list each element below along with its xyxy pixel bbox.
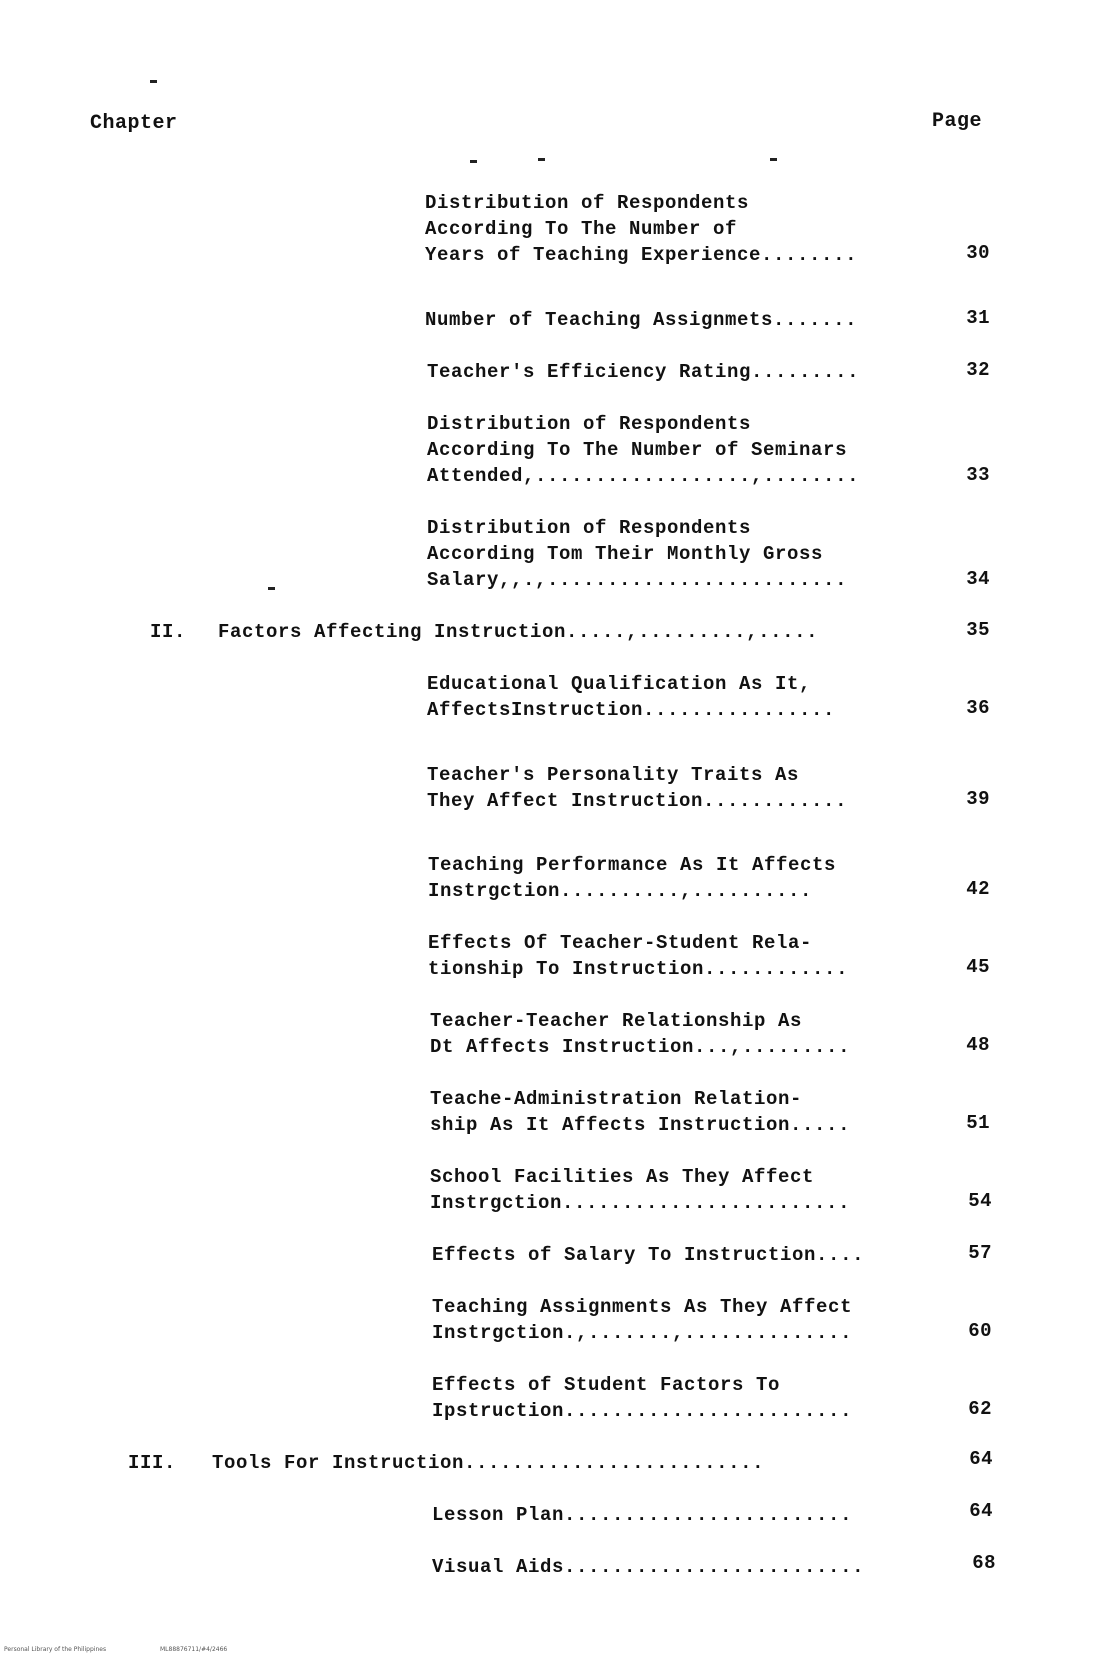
toc-entry-line: tionship To Instruction............ — [428, 958, 849, 980]
toc-page-number: 64 — [969, 1500, 993, 1522]
toc-page-number: 62 — [968, 1398, 992, 1420]
toc-page-number: 48 — [966, 1034, 990, 1056]
toc-entry — [430, 1008, 850, 1060]
toc-page-number: 54 — [968, 1190, 992, 1212]
toc-entry-line: Attended,..................,........ — [427, 465, 860, 487]
toc-entry — [432, 1294, 852, 1346]
chapter-number: III. — [128, 1452, 177, 1474]
toc-entry — [427, 671, 835, 723]
toc-page-number: 39 — [966, 788, 990, 810]
toc-entry-line: Distribution of Respondents — [425, 192, 750, 214]
toc-page-number: 36 — [966, 697, 990, 719]
toc-entry-line: According To The Number of — [425, 218, 738, 240]
chapter-column-heading: Chapter — [90, 112, 178, 135]
toc-entry-line: Tools For Instruction......................... — [212, 1452, 765, 1474]
scan-speck — [538, 158, 545, 161]
toc-page-number: 60 — [968, 1320, 992, 1342]
toc-entry-line: Instrgction..........,.......... — [428, 880, 813, 902]
footer-right: ML88876711/#4/2466 — [160, 1646, 228, 1653]
toc-entry-line: Teacher's Efficiency Rating......... — [427, 361, 860, 383]
toc-page-number: 34 — [966, 568, 990, 590]
toc-entry-line: Distribution of Respondents — [427, 413, 752, 435]
toc-entry — [432, 1502, 852, 1528]
toc-entry — [425, 307, 857, 333]
toc-entry-line: Teaching Assignments As They Affect — [432, 1296, 853, 1318]
toc-entry — [427, 515, 847, 593]
toc-page-number: 42 — [966, 878, 990, 900]
toc-page-number: 68 — [972, 1552, 996, 1574]
toc-entry-line: Teache-Administration Relation- — [430, 1088, 803, 1110]
toc-entry-line: Number of Teaching Assignmets....... — [425, 309, 858, 331]
toc-entry — [432, 1242, 864, 1268]
toc-page-number: 45 — [966, 956, 990, 978]
scan-speck — [150, 80, 157, 83]
toc-entry-line: School Facilities As They Affect — [430, 1166, 815, 1188]
toc-entry-line: AffectsInstruction................ — [427, 699, 836, 721]
toc-page-number: 51 — [966, 1112, 990, 1134]
toc-entry-line: Instrgction........................ — [430, 1192, 851, 1214]
toc-entry-line: ship As It Affects Instruction..... — [430, 1114, 851, 1136]
footer-left: Personal Library of the Philippines — [4, 1646, 107, 1653]
toc-page-number: 31 — [966, 307, 990, 329]
toc-entry-line: Teaching Performance As It Affects — [428, 854, 837, 876]
toc-page-number: 57 — [968, 1242, 992, 1264]
toc-chapter-entry — [218, 619, 818, 645]
toc-entry-line: Distribution of Respondents — [427, 517, 752, 539]
toc-entry-line: Lesson Plan........................ — [432, 1504, 853, 1526]
toc-entry — [427, 359, 859, 385]
toc-entry-line: Dt Affects Instruction...,......... — [430, 1036, 851, 1058]
toc-page-number: 30 — [966, 242, 990, 264]
toc-entry-line: Factors Affecting Instruction.....,.........,..... — [218, 621, 819, 643]
toc-entry-line: Educational Qualification As It, — [427, 673, 812, 695]
toc-page-number: 32 — [966, 359, 990, 381]
toc-entry-line: Effects of Student Factors To — [432, 1374, 781, 1396]
toc-entry — [432, 1554, 864, 1580]
toc-entry-line: Teacher-Teacher Relationship As — [430, 1010, 803, 1032]
toc-entry — [428, 930, 848, 982]
toc-entry-line: Effects of Salary To Instruction.... — [432, 1244, 865, 1266]
toc-entry-line: Instrgction.,.......,.............. — [432, 1322, 853, 1344]
scan-speck — [470, 160, 477, 163]
toc-entry — [430, 1086, 850, 1138]
scan-speck — [770, 158, 777, 161]
toc-entry — [428, 852, 836, 904]
toc-entry-line: According To The Number of Seminars — [427, 439, 848, 461]
toc-entry-line: Visual Aids......................... — [432, 1556, 865, 1578]
toc-entry — [427, 411, 859, 489]
toc-chapter-entry — [212, 1450, 764, 1476]
toc-page-number: 64 — [969, 1448, 993, 1470]
toc-entry — [427, 762, 847, 814]
toc-entry-line: Effects Of Teacher-Student Rela- — [428, 932, 813, 954]
toc-entry-line: Years of Teaching Experience........ — [425, 244, 858, 266]
toc-entry-line: They Affect Instruction............ — [427, 790, 848, 812]
toc-entry-line: Ipstruction........................ — [432, 1400, 853, 1422]
toc-entry-line: Salary,,.,......................... — [427, 569, 848, 591]
toc-entry-line: Teacher's Personality Traits As — [427, 764, 800, 786]
toc-page-number: 35 — [966, 619, 990, 641]
chapter-number: II. — [150, 621, 187, 643]
toc-page-number: 33 — [966, 464, 990, 486]
toc-entry — [425, 190, 857, 268]
toc-entry — [430, 1164, 850, 1216]
toc-entry — [432, 1372, 852, 1424]
scan-speck — [268, 587, 275, 590]
toc-entry-line: According Tom Their Monthly Gross — [427, 543, 824, 565]
page-column-heading: Page — [932, 110, 983, 133]
